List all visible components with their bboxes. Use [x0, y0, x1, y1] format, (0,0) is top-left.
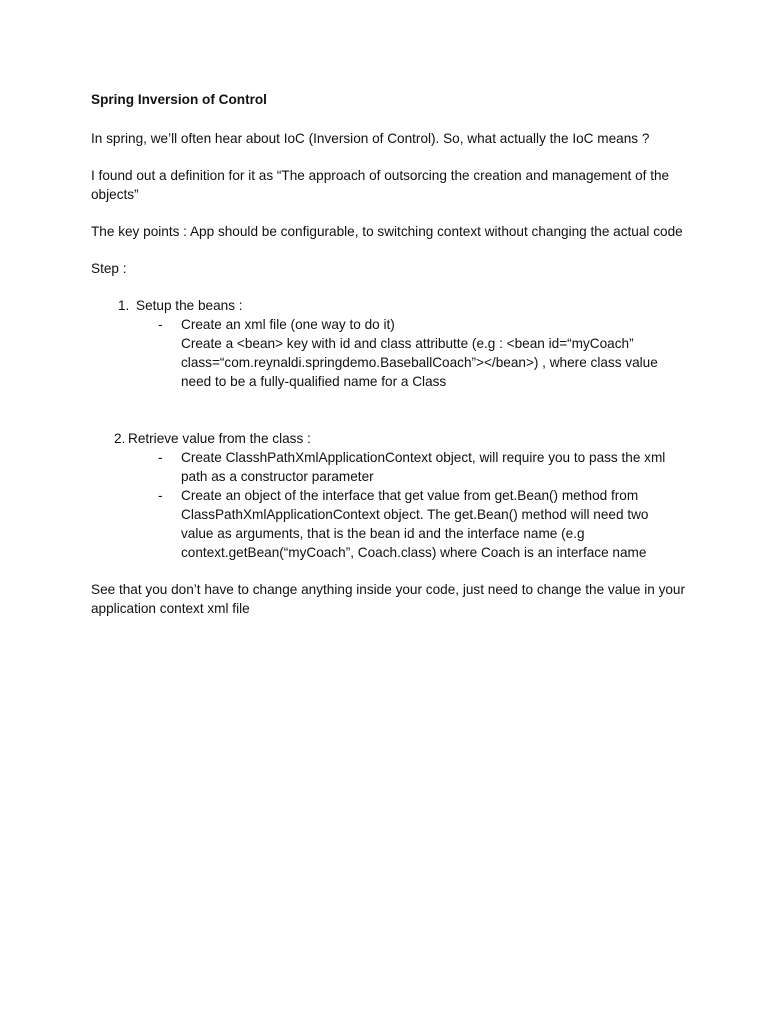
closing-paragraph: See that you don’t have to change anything inside your code, just need to change the value in your application context xml file	[91, 582, 686, 616]
intro-paragraph: In spring, we’ll often hear about IoC (Inversion of Control). So, what actually the IoC means ?	[91, 131, 650, 146]
step-1-item-1-line-4: need to be a fully-qualified name for a Class	[181, 374, 447, 389]
document-title: Spring Inversion of Control	[91, 92, 267, 107]
step-2-item-2-line-1: Create an object of the interface that get value from get.Bean() method from	[181, 488, 639, 503]
step-1-item-1-line-1: Create an xml file (one way to do it)	[181, 317, 395, 332]
step-1-item-1	[91, 315, 681, 391]
step-1-item-1-line-2: Create a <bean> key with id and class attributte (e.g : <bean id=“myCoach”	[181, 336, 634, 351]
step-label: Step :	[91, 261, 127, 276]
document-body	[91, 89, 691, 636]
step-2-item-2	[91, 486, 681, 562]
key-points-paragraph: The key points : App should be configurable, to switching context without changing the actual code	[91, 224, 683, 239]
step-2	[91, 429, 691, 448]
step-1-heading: Setup the beans :	[136, 298, 243, 313]
step-2-item-2-line-2: ClassPathXmlApplicationContext object. The get.Bean() method will need two	[181, 507, 649, 522]
step-2-number: 2.	[114, 431, 126, 446]
step-2-item-2-line-4: context.getBean(“myCoach”, Coach.class) where Coach is an interface name	[181, 545, 647, 560]
bullet-dash: -	[158, 317, 163, 332]
step-1-item-1-line-3: class=“com.reynaldi.springdemo.BaseballCoach”></bean>) , where class value	[181, 355, 658, 370]
step-1	[91, 296, 691, 315]
bullet-dash: -	[158, 450, 163, 465]
step-2-item-1	[91, 448, 681, 486]
definition-paragraph: I found out a definition for it as “The approach of outsorcing the creation and management of the objects”	[91, 168, 670, 202]
step-2-heading: Retrieve value from the class :	[128, 431, 311, 446]
step-1-number: 1.	[118, 298, 130, 313]
bullet-dash: -	[158, 488, 163, 503]
step-2-item-2-line-3: value as arguments, that is the bean id and the interface name (e.g	[181, 526, 585, 541]
step-2-item-1-line-2: path as a constructor parameter	[181, 469, 374, 484]
step-2-item-1-line-1: Create ClasshPathXmlApplicationContext object, will require you to pass the xml	[181, 450, 666, 465]
